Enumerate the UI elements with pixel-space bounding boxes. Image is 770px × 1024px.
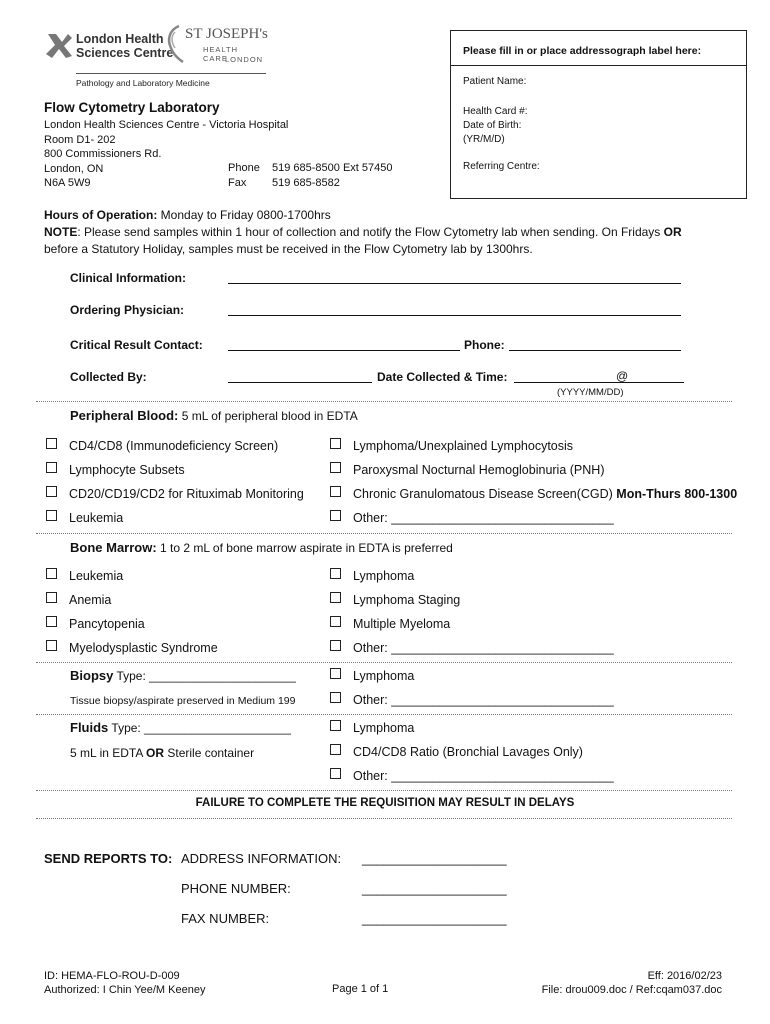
hours-note bbox=[44, 207, 744, 258]
effective-date: Eff: 2016/02/23 bbox=[647, 970, 722, 982]
note-text-1: : Please send samples within 1 hour of collection and notify the Flow Cytometry lab when sending. On Fridays bbox=[77, 225, 664, 239]
checkbox-pb-rituximab[interactable]: CD20/CD19/CD2 for Rituximab Monitoring bbox=[46, 486, 304, 501]
hours-label: Hours of Operation: bbox=[44, 208, 158, 222]
sj-name-1: ST JOSEPH's bbox=[185, 26, 268, 42]
send-reports-label: SEND REPORTS TO: bbox=[44, 851, 173, 866]
referring-centre-label: Referring Centre: bbox=[463, 161, 540, 172]
clinical-info-label: Clinical Information: bbox=[70, 271, 187, 285]
checkbox-icon[interactable] bbox=[46, 592, 57, 603]
fax-number-label: FAX NUMBER: bbox=[181, 911, 270, 926]
checkbox-biopsy-lymphoma[interactable]: Lymphoma bbox=[330, 668, 414, 683]
patient-name-label: Patient Name: bbox=[463, 76, 527, 87]
document-id: ID: HEMA-FLO-ROU-D-009 bbox=[44, 970, 180, 982]
checkbox-icon[interactable] bbox=[46, 486, 57, 497]
checkbox-icon[interactable] bbox=[330, 486, 341, 497]
checkbox-icon[interactable] bbox=[330, 438, 341, 449]
note-or: OR bbox=[663, 225, 682, 239]
dob-label: Date of Birth: bbox=[463, 120, 522, 131]
peripheral-desc: 5 mL of peripheral blood in EDTA bbox=[178, 409, 358, 423]
sj-name-3: LONDON bbox=[225, 55, 264, 64]
fluids-title-row bbox=[70, 720, 291, 735]
biopsy-type-field[interactable]: Type: ______________________ bbox=[113, 669, 296, 683]
lab-fax-label: Fax bbox=[228, 176, 247, 189]
note-text-2: before a Statutory Holiday, samples must be received in the Flow Cytometry lab by 1300hrs. bbox=[44, 242, 533, 256]
lab-phone-label: Phone bbox=[228, 162, 260, 174]
checkbox-pb-lymphoma[interactable]: Lymphoma/Unexplained Lymphocytosis bbox=[330, 438, 573, 453]
checkbox-bm-pancytopenia[interactable]: Pancytopenia bbox=[46, 616, 145, 631]
clinical-info-field[interactable] bbox=[228, 283, 681, 284]
marrow-title-row bbox=[70, 540, 453, 555]
biopsy-note: Tissue biopsy/aspirate preserved in Medium 199 bbox=[70, 695, 296, 707]
lab-fax: 519 685-8582 bbox=[272, 176, 340, 189]
critical-phone-label: Phone: bbox=[464, 338, 505, 352]
fluids-type-field[interactable]: Type: ______________________ bbox=[108, 721, 291, 735]
checkbox-bm-myeloma[interactable]: Multiple Myeloma bbox=[330, 616, 450, 631]
biopsy-title-row bbox=[70, 668, 296, 683]
address-info-field[interactable]: ____________________ bbox=[362, 851, 507, 866]
addressograph-box[interactable] bbox=[450, 30, 747, 199]
checkbox-icon[interactable] bbox=[46, 568, 57, 579]
checkbox-fluids-cd4cd8[interactable]: CD4/CD8 Ratio (Bronchial Lavages Only) bbox=[330, 744, 583, 759]
date-collected-label: Date Collected & Time: bbox=[377, 370, 508, 384]
checkbox-pb-other[interactable]: Other: ________________________________ bbox=[330, 510, 614, 525]
marrow-title: Bone Marrow: bbox=[70, 540, 157, 555]
checkbox-pb-cd4cd8[interactable]: CD4/CD8 (Immunodeficiency Screen) bbox=[46, 438, 278, 453]
lab-line-2: Room D1- 202 bbox=[44, 133, 116, 146]
checkbox-bm-lymphoma[interactable]: Lymphoma bbox=[330, 568, 414, 583]
lhsc-name-1: London Health bbox=[76, 32, 164, 46]
date-format: (YYYY/MM/DD) bbox=[557, 387, 624, 398]
peripheral-title-row bbox=[70, 408, 358, 423]
sj-name-2: HEALTH CARE bbox=[203, 45, 239, 63]
checkbox-icon[interactable] bbox=[330, 640, 341, 651]
fax-number-field[interactable]: ____________________ bbox=[362, 911, 507, 926]
footer-right bbox=[542, 969, 722, 997]
checkbox-icon[interactable] bbox=[330, 616, 341, 627]
note-label: NOTE bbox=[44, 225, 78, 239]
checkbox-bm-other[interactable]: Other: ________________________________ bbox=[330, 640, 614, 655]
ordering-physician-field[interactable] bbox=[228, 315, 681, 316]
checkbox-pb-cgd[interactable]: Chronic Granulomatous Disease Screen(CGD) Mon-Thurs 800-1300 bbox=[330, 486, 737, 501]
page-number: Page 1 of 1 bbox=[332, 983, 389, 995]
checkbox-bm-myelodysplastic[interactable]: Myelodysplastic Syndrome bbox=[46, 640, 218, 655]
checkbox-icon[interactable] bbox=[330, 720, 341, 731]
marrow-desc: 1 to 2 mL of bone marrow aspirate in EDTA is preferred bbox=[156, 541, 453, 555]
checkbox-icon[interactable] bbox=[330, 592, 341, 603]
checkbox-bm-anemia[interactable]: Anemia bbox=[46, 592, 111, 607]
checkbox-icon[interactable] bbox=[330, 744, 341, 755]
lab-postal: N6A 5W9 bbox=[44, 177, 91, 189]
phone-number-field[interactable]: ____________________ bbox=[362, 881, 507, 896]
checkbox-bm-lymphoma-staging[interactable]: Lymphoma Staging bbox=[330, 592, 460, 607]
date-collected-field[interactable] bbox=[514, 382, 684, 383]
warning-text: FAILURE TO COMPLETE THE REQUISITION MAY RESULT IN DELAYS bbox=[195, 797, 575, 809]
dob-format: (YR/M/D) bbox=[463, 134, 505, 145]
footer-left bbox=[44, 969, 205, 997]
checkbox-icon[interactable] bbox=[330, 510, 341, 521]
collected-by-field[interactable] bbox=[228, 382, 372, 383]
file-reference: File: drou009.doc / Ref:cqam037.doc bbox=[541, 984, 722, 996]
health-card-label: Health Card #: bbox=[463, 106, 528, 117]
phone-number-label: PHONE NUMBER: bbox=[181, 881, 291, 896]
checkbox-pb-leukemia[interactable]: Leukemia bbox=[46, 510, 123, 525]
at-symbol: @ bbox=[616, 369, 629, 383]
checkbox-icon[interactable] bbox=[330, 668, 341, 679]
checkbox-biopsy-other[interactable]: Other: ________________________________ bbox=[330, 692, 614, 707]
fluids-title: Fluids bbox=[70, 720, 109, 735]
peripheral-title: Peripheral Blood: bbox=[70, 408, 179, 423]
checkbox-bm-leukemia[interactable]: Leukemia bbox=[46, 568, 123, 583]
lhsc-name-2: Sciences Centre bbox=[76, 46, 174, 60]
checkbox-fluids-other[interactable]: Other: ________________________________ bbox=[330, 768, 614, 783]
lhsc-dept: Pathology and Laboratory Medicine bbox=[76, 78, 210, 88]
authorized-by: Authorized: I Chin Yee/M Keeney bbox=[44, 984, 206, 996]
fluids-note: 5 mL in EDTA OR Sterile container bbox=[70, 746, 255, 760]
addressograph-heading: Please fill in or place addressograph label here: bbox=[463, 45, 702, 57]
checkbox-icon[interactable] bbox=[46, 616, 57, 627]
checkbox-icon[interactable] bbox=[330, 692, 341, 703]
critical-contact-label: Critical Result Contact: bbox=[70, 338, 203, 352]
address-info-label: ADDRESS INFORMATION: bbox=[181, 851, 342, 866]
checkbox-pb-lymphocyte-subsets[interactable]: Lymphocyte Subsets bbox=[46, 462, 185, 477]
lhsc-logo-icon bbox=[44, 30, 74, 60]
critical-contact-field[interactable] bbox=[228, 350, 460, 351]
critical-phone-field[interactable] bbox=[509, 350, 681, 351]
checkbox-icon[interactable] bbox=[46, 462, 57, 473]
checkbox-fluids-lymphoma[interactable]: Lymphoma bbox=[330, 720, 414, 735]
checkbox-icon[interactable] bbox=[330, 462, 341, 473]
checkbox-icon[interactable] bbox=[46, 438, 57, 449]
ordering-physician-label: Ordering Physician: bbox=[70, 303, 185, 317]
lab-line-1: London Health Sciences Centre - Victoria Hospital bbox=[44, 119, 289, 131]
collected-by-label: Collected By: bbox=[70, 370, 147, 384]
lab-title: Flow Cytometry Laboratory bbox=[44, 100, 220, 115]
lab-phone: 519 685-8500 Ext 57450 bbox=[272, 162, 393, 174]
biopsy-title: Biopsy bbox=[70, 668, 114, 683]
checkbox-icon[interactable] bbox=[330, 568, 341, 579]
st-josephs-logo-icon bbox=[163, 24, 187, 64]
hours-value: Monday to Friday 0800-1700hrs bbox=[157, 208, 331, 222]
lab-city: London, ON bbox=[44, 162, 104, 175]
cgd-days: Mon-Thurs 800-1300 bbox=[616, 487, 738, 501]
checkbox-icon[interactable] bbox=[46, 640, 57, 651]
checkbox-icon[interactable] bbox=[46, 510, 57, 521]
checkbox-icon[interactable] bbox=[330, 768, 341, 779]
checkbox-pb-pnh[interactable]: Paroxysmal Nocturnal Hemoglobinuria (PNH) bbox=[330, 462, 604, 477]
lab-line-3: 800 Commissioners Rd. bbox=[44, 148, 162, 160]
